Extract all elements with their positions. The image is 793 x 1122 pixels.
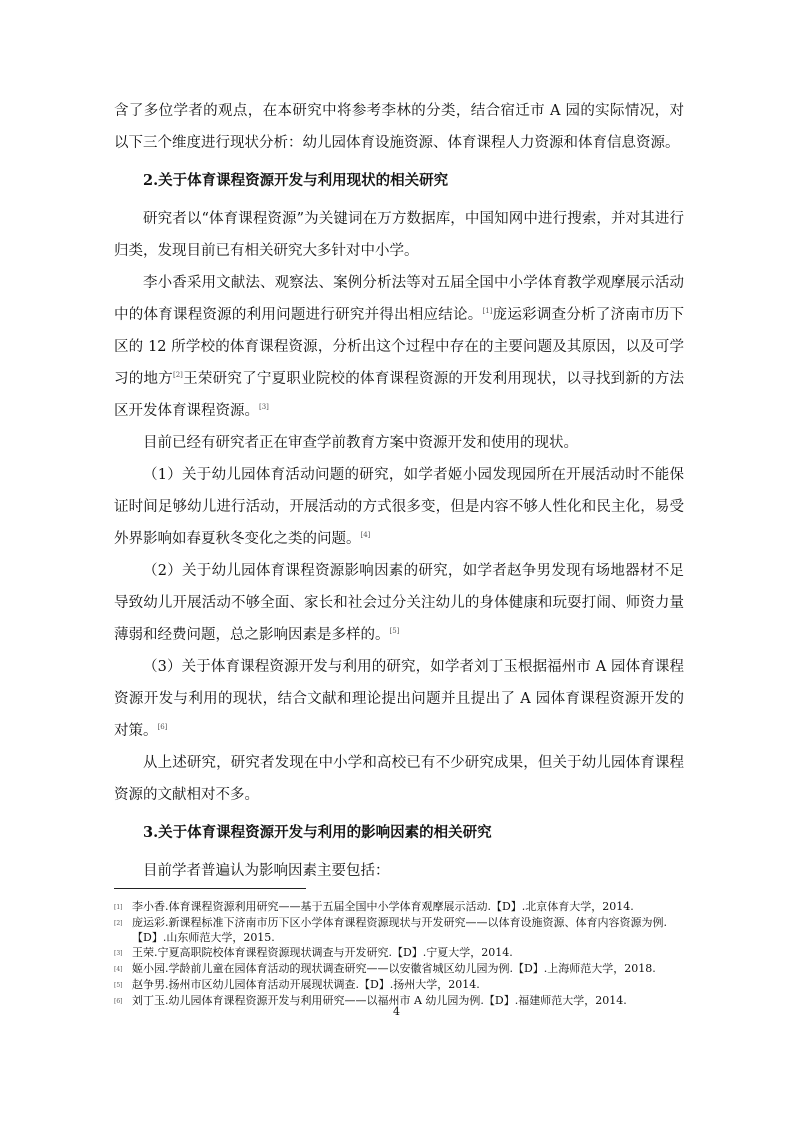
- citation-mark[interactable]: [2]: [172, 371, 183, 379]
- footnote-mark: [1]: [114, 904, 123, 911]
- footnote-mark: [5]: [114, 982, 123, 989]
- paragraph: 目前学者普遍认为影响因素主要包括：: [143, 863, 390, 879]
- paragraph-with-citation: [114, 555, 684, 651]
- footnote-text: 赵争男.扬州市区幼儿园体育活动开展现状调查.【D】.扬州大学，2014.: [132, 978, 480, 991]
- footnote-mark: [3]: [114, 950, 123, 957]
- paragraph-text: 庞运彩调查分析了济南市历下区的 12 所学校的体育课程资源，分析出这个过程中存在的主要问题及其原因，以及可学习的地方: [114, 307, 685, 387]
- paragraph-with-citations: [114, 267, 684, 427]
- paragraph-with-citation: [114, 651, 684, 747]
- footnote-mark: [2]: [114, 920, 123, 927]
- footnote: [114, 961, 686, 977]
- footnote: [114, 899, 686, 915]
- paragraph: 研究者以“体育课程资源”为关键词在万方数据库，中国知网中进行搜索，并对其进行归类，发现目前已有相关研究大多针对中小学。: [114, 211, 684, 259]
- paragraph-text: 王荣研究了宁夏职业院校的体育课程资源的开发利用现状，以寻找到新的方法区开发体育课程资源。: [114, 371, 685, 419]
- paragraph: 目前已经有研究者正在审查学前教育方案中资源开发和使用的现状。: [143, 435, 578, 451]
- paragraph-continuation: 含了多位学者的观点，在本研究中将参考李林的分类，结合宿迁市 A 园的实际情况，对以下三个维度进行现状分析：幼儿园体育设施资源、体育课程人力资源和体育信息资源。: [114, 103, 684, 151]
- paragraph-with-citation: [114, 459, 684, 555]
- section-heading-3: 3.关于体育课程资源开发与利用的影响因素的相关研究: [143, 824, 492, 841]
- citation-mark[interactable]: [1]: [482, 307, 493, 315]
- paragraph-text: （2）关于幼儿园体育课程资源影响因素的研究，如学者赵争男发现有场地器材不足导致幼儿开展活动不够全面、家长和社会过分关注幼儿的身体健康和玩耍打闹、师资力量薄弱和经费问题，总之影响因素是多样的。: [114, 563, 684, 643]
- footnote-text: 李小香.体育课程资源利用研究——基于五届全国中小学体育观摩展示活动.【D】.北京体育大学，2014.: [132, 900, 634, 913]
- footnote-mark: [4]: [114, 966, 123, 973]
- paragraph-text: （3）关于体育课程资源开发与利用的研究，如学者刘丁玉根据福州市 A 园体育课程资源开发与利用的现状，结合文献和理论提出问题并且提出了 A 园体育课程资源开发的对策。: [114, 659, 684, 739]
- citation-mark[interactable]: [4]: [360, 531, 371, 539]
- citation-mark[interactable]: [3]: [259, 403, 269, 411]
- footnote-text: 刘丁玉.幼儿园体育课程资源开发与利用研究——以福州市 A 幼儿园为例.【D】.福建师范大学，2014.: [132, 994, 627, 1007]
- footnote-text: 姬小园.学龄前儿童在园体育活动的现状调查研究——以安徽省城区幼儿园为例.【D】.上海师范大学，2018.: [132, 962, 656, 975]
- footnote: [114, 945, 686, 961]
- citation-mark[interactable]: [6]: [157, 723, 168, 731]
- citation-mark[interactable]: [5]: [389, 627, 400, 635]
- footnote-mark: [6]: [114, 998, 123, 1005]
- paragraph-text: （1）关于幼儿园体育活动问题的研究，如学者姬小园发现园所在开展活动时不能保证时间足够幼儿进行活动，开展活动的方式很多变，但是内容不够人性化和民主化，易受外界影响如春夏秋冬变化之类的问题。: [114, 467, 684, 547]
- paragraph-text: 李小香采用文献法、观察法、案例分析法等对五届全国中小学体育教学观摩展示活动中的体育课程资源的利用问题进行研究并得出相应结论。: [114, 275, 684, 323]
- section-heading-2: 2.关于体育课程资源开发与利用现状的相关研究: [143, 172, 449, 189]
- body-text: [114, 95, 684, 887]
- paragraph: 从上述研究，研究者发现在中小学和高校已有不少研究成果，但关于幼儿园体育课程资源的文献相对不多。: [114, 755, 684, 803]
- footnote-text: 庞运彩.新课程标准下济南市历下区小学体育课程资源现状与开发研究——以体育设施资源、体育内容资源为例.【D】.山东师范大学，2015.: [132, 916, 667, 944]
- page-number: 4: [393, 1005, 400, 1018]
- footnote: [114, 977, 686, 993]
- footnotes: [114, 899, 686, 1009]
- footnote-text: 王荣.宁夏高职院校体育课程资源现状调查与开发研究.【D】.宁夏大学，2014.: [132, 946, 513, 959]
- footnote-separator: [114, 888, 306, 889]
- footnote: [114, 915, 686, 945]
